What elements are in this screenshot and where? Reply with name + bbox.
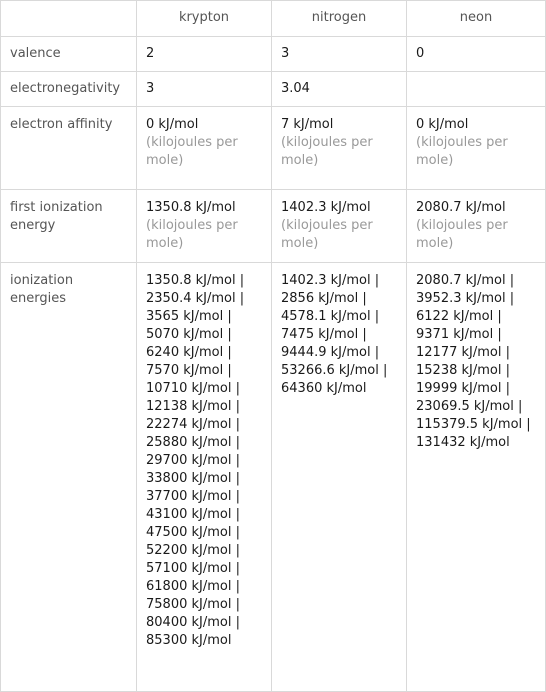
ionization-energies-neon: 2080.7 kJ/mol | 3952.3 kJ/mol | 6122 kJ/mol | 9371 kJ/mol | 12177 kJ/mol | 15238 kJ/mol | 19999 kJ/mol | 23069.5 kJ/mol | 115379.5 kJ/mol | 131432 kJ/mol [407, 263, 546, 692]
table-row-first-ionization-energy [1, 190, 546, 263]
unit-note: (kilojoules per mole) [416, 135, 508, 168]
column-header-neon: neon [407, 1, 546, 37]
cell-value: 1402.3 kJ/mol [281, 200, 371, 215]
electron-affinity-nitrogen [272, 107, 407, 190]
table-row-electron-affinity [1, 107, 546, 190]
cell-value: 2080.7 kJ/mol [416, 200, 506, 215]
row-label-electron-affinity: electron affinity [1, 107, 137, 190]
electron-affinity-neon [407, 107, 546, 190]
table-row-valence [1, 37, 546, 72]
table-row-electronegativity [1, 72, 546, 107]
row-label-ionization-energies: ionization energies [1, 263, 137, 692]
unit-note: (kilojoules per mole) [281, 135, 373, 168]
valence-krypton: 2 [137, 37, 272, 72]
valence-nitrogen: 3 [272, 37, 407, 72]
first-ionization-energy-krypton [137, 190, 272, 263]
header-blank-cell [1, 1, 137, 37]
first-ionization-energy-neon [407, 190, 546, 263]
column-header-nitrogen: nitrogen [272, 1, 407, 37]
row-label-first-ionization-energy: first ionization energy [1, 190, 137, 263]
cell-value: 0 kJ/mol [416, 117, 469, 132]
row-label-electronegativity: electronegativity [1, 72, 137, 107]
unit-note: (kilojoules per mole) [146, 135, 238, 168]
ionization-energies-nitrogen: 1402.3 kJ/mol | 2856 kJ/mol | 4578.1 kJ/mol | 7475 kJ/mol | 9444.9 kJ/mol | 53266.6 kJ/mol | 64360 kJ/mol [272, 263, 407, 692]
unit-note: (kilojoules per mole) [416, 218, 508, 251]
ionization-energies-krypton: 1350.8 kJ/mol | 2350.4 kJ/mol | 3565 kJ/mol | 5070 kJ/mol | 6240 kJ/mol | 7570 kJ/mol | 10710 kJ/mol | 12138 kJ/mol | 22274 kJ/mol | 25880 kJ/mol | 29700 kJ/mol | 33800 kJ/mol | 37700 kJ/mol | 43100 kJ/mol | 47500 kJ/mol | 52200 kJ/mol | 57100 kJ/mol | 61800 kJ/mol | 75800 kJ/mol | 80400 kJ/mol | 85300 kJ/mol [137, 263, 272, 692]
cell-value: 1350.8 kJ/mol [146, 200, 236, 215]
row-label-valence: valence [1, 37, 137, 72]
table-row-ionization-energies [1, 263, 546, 692]
column-header-krypton: krypton [137, 1, 272, 37]
electron-affinity-krypton [137, 107, 272, 190]
header-row [1, 1, 546, 37]
valence-neon: 0 [407, 37, 546, 72]
electronegativity-krypton: 3 [137, 72, 272, 107]
cell-value: 7 kJ/mol [281, 117, 334, 132]
first-ionization-energy-nitrogen [272, 190, 407, 263]
electronegativity-neon [407, 72, 546, 107]
electronegativity-nitrogen: 3.04 [272, 72, 407, 107]
cell-value: 0 kJ/mol [146, 117, 199, 132]
unit-note: (kilojoules per mole) [146, 218, 238, 251]
unit-note: (kilojoules per mole) [281, 218, 373, 251]
